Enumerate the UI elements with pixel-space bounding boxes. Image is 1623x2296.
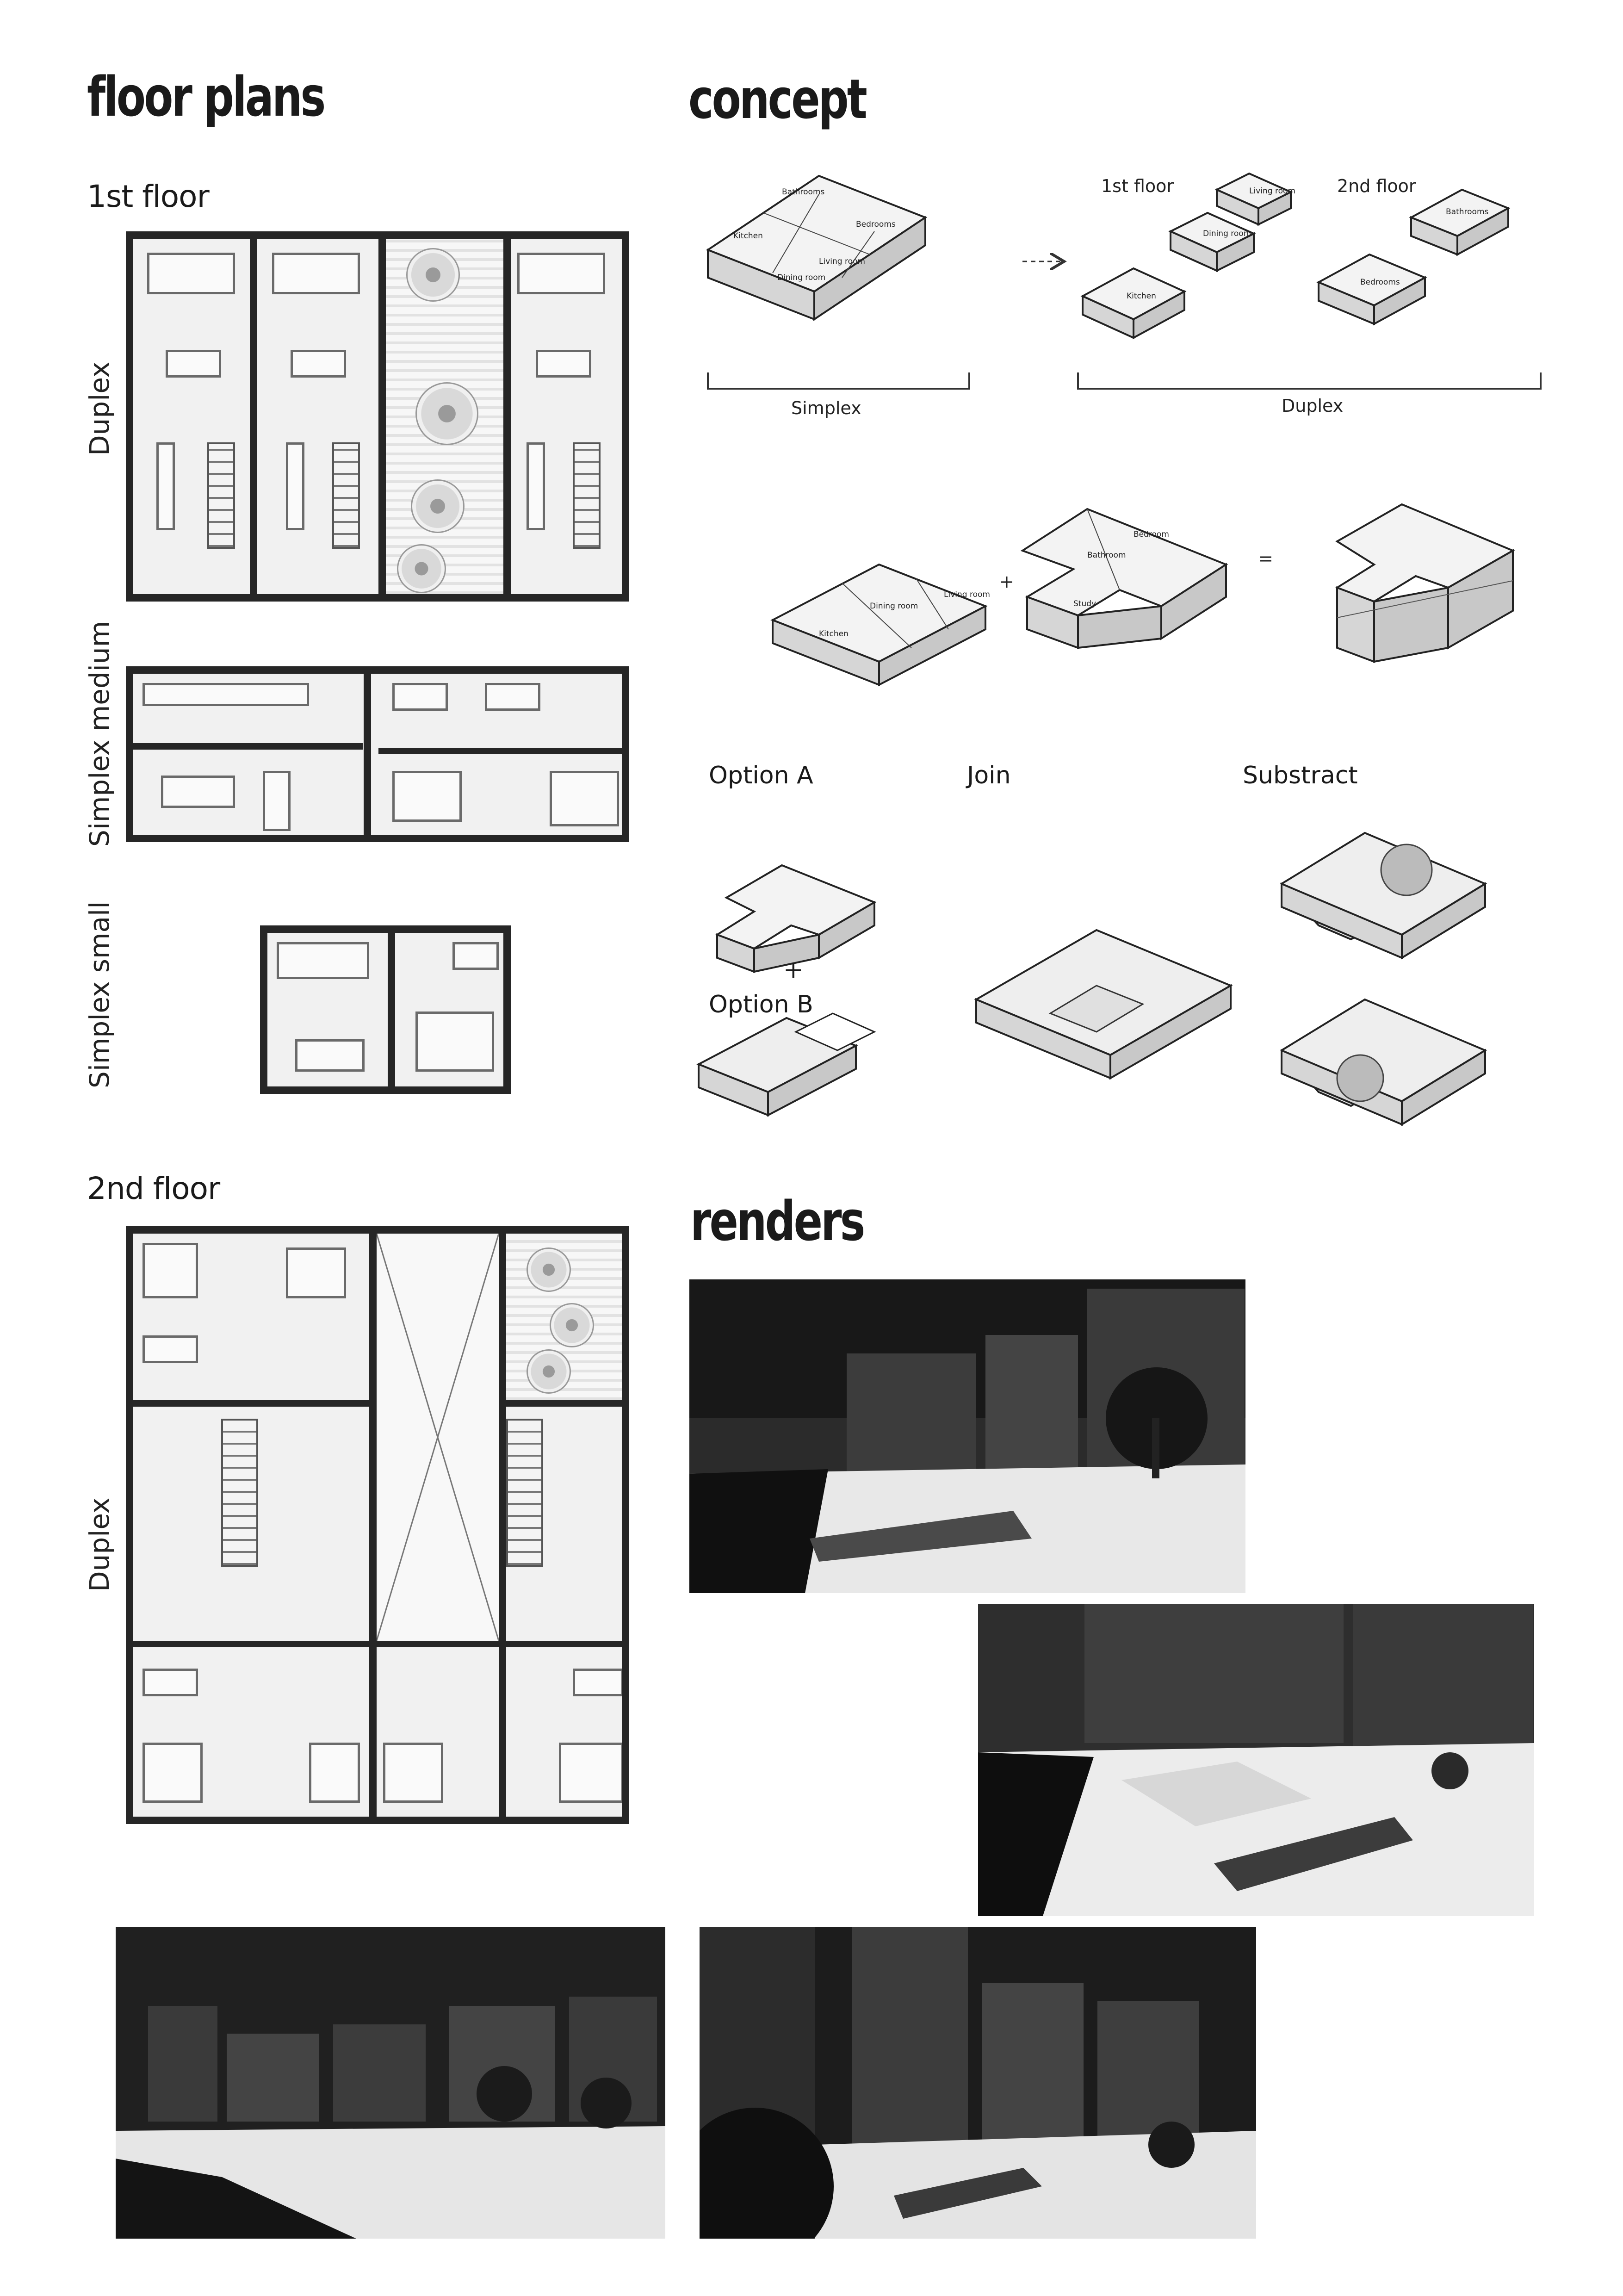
bathtub xyxy=(485,683,540,711)
render-image-4 xyxy=(700,1927,1256,2239)
plan-wall xyxy=(378,239,386,594)
tree-icon xyxy=(415,382,478,445)
stair xyxy=(573,442,601,549)
plan-wall xyxy=(250,239,257,594)
dining-table xyxy=(166,350,221,378)
dining-table xyxy=(161,776,235,808)
stair xyxy=(506,1419,543,1567)
tree-icon xyxy=(411,479,465,533)
row2-room-label: Living room xyxy=(944,590,990,599)
bathtub xyxy=(573,1669,624,1696)
tree-icon xyxy=(527,1247,571,1292)
kitchen-counter xyxy=(286,442,304,530)
tree-icon xyxy=(397,544,446,593)
simplex-bracket xyxy=(708,372,969,389)
simplex-room-label: Bedrooms xyxy=(856,220,896,229)
row2-room-label: Study xyxy=(1073,599,1096,608)
sofa xyxy=(147,253,235,294)
duplex-plan-label: Duplex xyxy=(84,361,115,456)
tree-icon xyxy=(1381,844,1432,895)
kitchen-counter xyxy=(277,942,369,979)
void-opening xyxy=(377,1234,499,1641)
stair xyxy=(207,442,235,549)
stair xyxy=(332,442,360,549)
bed xyxy=(383,1743,443,1803)
duplex-room-label: Dining room xyxy=(1203,229,1251,238)
option-plus-sign: + xyxy=(783,956,804,984)
render-image-1 xyxy=(689,1279,1245,1593)
bathtub xyxy=(392,683,448,711)
simplex-caption: Simplex xyxy=(791,398,861,418)
first-floor-heading: 1st floor xyxy=(87,179,209,214)
bed xyxy=(559,1743,624,1803)
simplex-room-label: Bathrooms xyxy=(782,187,825,197)
kitchen-counter xyxy=(156,442,175,530)
row2-room-label: Bedroom xyxy=(1134,530,1169,539)
bathtub xyxy=(142,1335,198,1363)
plan-wall xyxy=(133,1641,622,1647)
second-floor-heading: 2nd floor xyxy=(87,1171,220,1206)
sofa xyxy=(263,771,291,831)
simplex-box xyxy=(708,176,925,319)
tree-icon xyxy=(1337,1055,1383,1101)
sofa xyxy=(272,253,360,294)
duplex-second-plan-label: Duplex xyxy=(84,1497,115,1592)
substract-box-bottom xyxy=(1282,999,1485,1124)
kitchen-counter xyxy=(142,683,309,706)
concept-heading: concept xyxy=(688,67,866,131)
stair xyxy=(221,1419,258,1567)
plan-wall xyxy=(364,674,371,835)
render-image-2 xyxy=(978,1604,1534,1916)
simplex-room-label: Living room xyxy=(819,257,865,266)
plan-wall xyxy=(378,748,622,754)
tree-icon xyxy=(550,1303,594,1347)
simplex-medium-plan xyxy=(126,666,629,842)
simplex-small-plan xyxy=(260,925,511,1094)
duplex-room-label: Kitchen xyxy=(1127,292,1156,301)
render-image-3 xyxy=(116,1927,665,2239)
row2-room-label: Bathroom xyxy=(1087,551,1126,560)
bathtub xyxy=(142,1669,198,1696)
plus-sign: + xyxy=(999,571,1014,592)
bed xyxy=(309,1743,360,1803)
bed xyxy=(142,1243,198,1298)
duplex-bracket xyxy=(1078,372,1541,389)
duplex-floor2-label: 2nd floor xyxy=(1337,176,1416,196)
tree-icon xyxy=(406,248,460,302)
plan-wall xyxy=(499,1234,506,1817)
duplex-first-floor-plan xyxy=(126,231,629,602)
simplex-room-label: Kitchen xyxy=(733,231,763,241)
option-b-box xyxy=(699,1013,874,1115)
kitchen-counter xyxy=(527,442,545,530)
duplex-floor2-boxes xyxy=(1319,190,1508,324)
duplex-floor1-boxes xyxy=(1083,174,1295,338)
bathtub xyxy=(452,942,499,970)
row2-simplex-box xyxy=(773,565,990,685)
bed xyxy=(392,771,462,822)
simplex-room-label: Dining room xyxy=(777,273,826,282)
bed xyxy=(415,1011,494,1072)
plan-wall xyxy=(388,933,395,1086)
duplex-second-floor-plan xyxy=(126,1226,629,1824)
duplex-room-label: Living room xyxy=(1249,186,1295,196)
sofa xyxy=(295,1039,365,1072)
duplex-caption: Duplex xyxy=(1282,396,1344,416)
option-a-label: Option A xyxy=(709,762,813,789)
plan-wall xyxy=(503,239,511,594)
row2-room-label: Dining room xyxy=(870,602,918,611)
plan-wall xyxy=(369,1234,377,1817)
bed xyxy=(286,1247,346,1298)
duplex-room-label: Bedrooms xyxy=(1360,278,1400,287)
substract-label: Substract xyxy=(1243,762,1358,789)
substract-box-top xyxy=(1282,833,1485,958)
row2-combined-box xyxy=(1337,504,1513,662)
plan-wall xyxy=(133,743,363,750)
renders-heading: renders xyxy=(690,1189,864,1253)
tree-icon xyxy=(527,1349,571,1394)
floor-plans-heading: floor plans xyxy=(87,65,324,129)
bed xyxy=(142,1743,203,1803)
option-b-label: Option B xyxy=(709,991,813,1018)
equals-sign: = xyxy=(1258,548,1273,569)
sofa xyxy=(517,253,605,294)
simplex-medium-plan-label: Simplex medium xyxy=(84,621,115,847)
row2-room-label: Kitchen xyxy=(819,629,849,639)
join-box xyxy=(976,930,1231,1078)
simplex-small-plan-label: Simplex small xyxy=(84,901,115,1088)
bed xyxy=(550,771,619,826)
concept-diagram xyxy=(680,139,1559,1180)
join-label: Join xyxy=(967,762,1011,789)
duplex-floor1-label: 1st floor xyxy=(1101,176,1174,196)
row2-lshape-box xyxy=(1022,509,1226,648)
duplex-room-label: Bathrooms xyxy=(1446,207,1489,217)
dining-table xyxy=(291,350,346,378)
dining-table xyxy=(536,350,591,378)
